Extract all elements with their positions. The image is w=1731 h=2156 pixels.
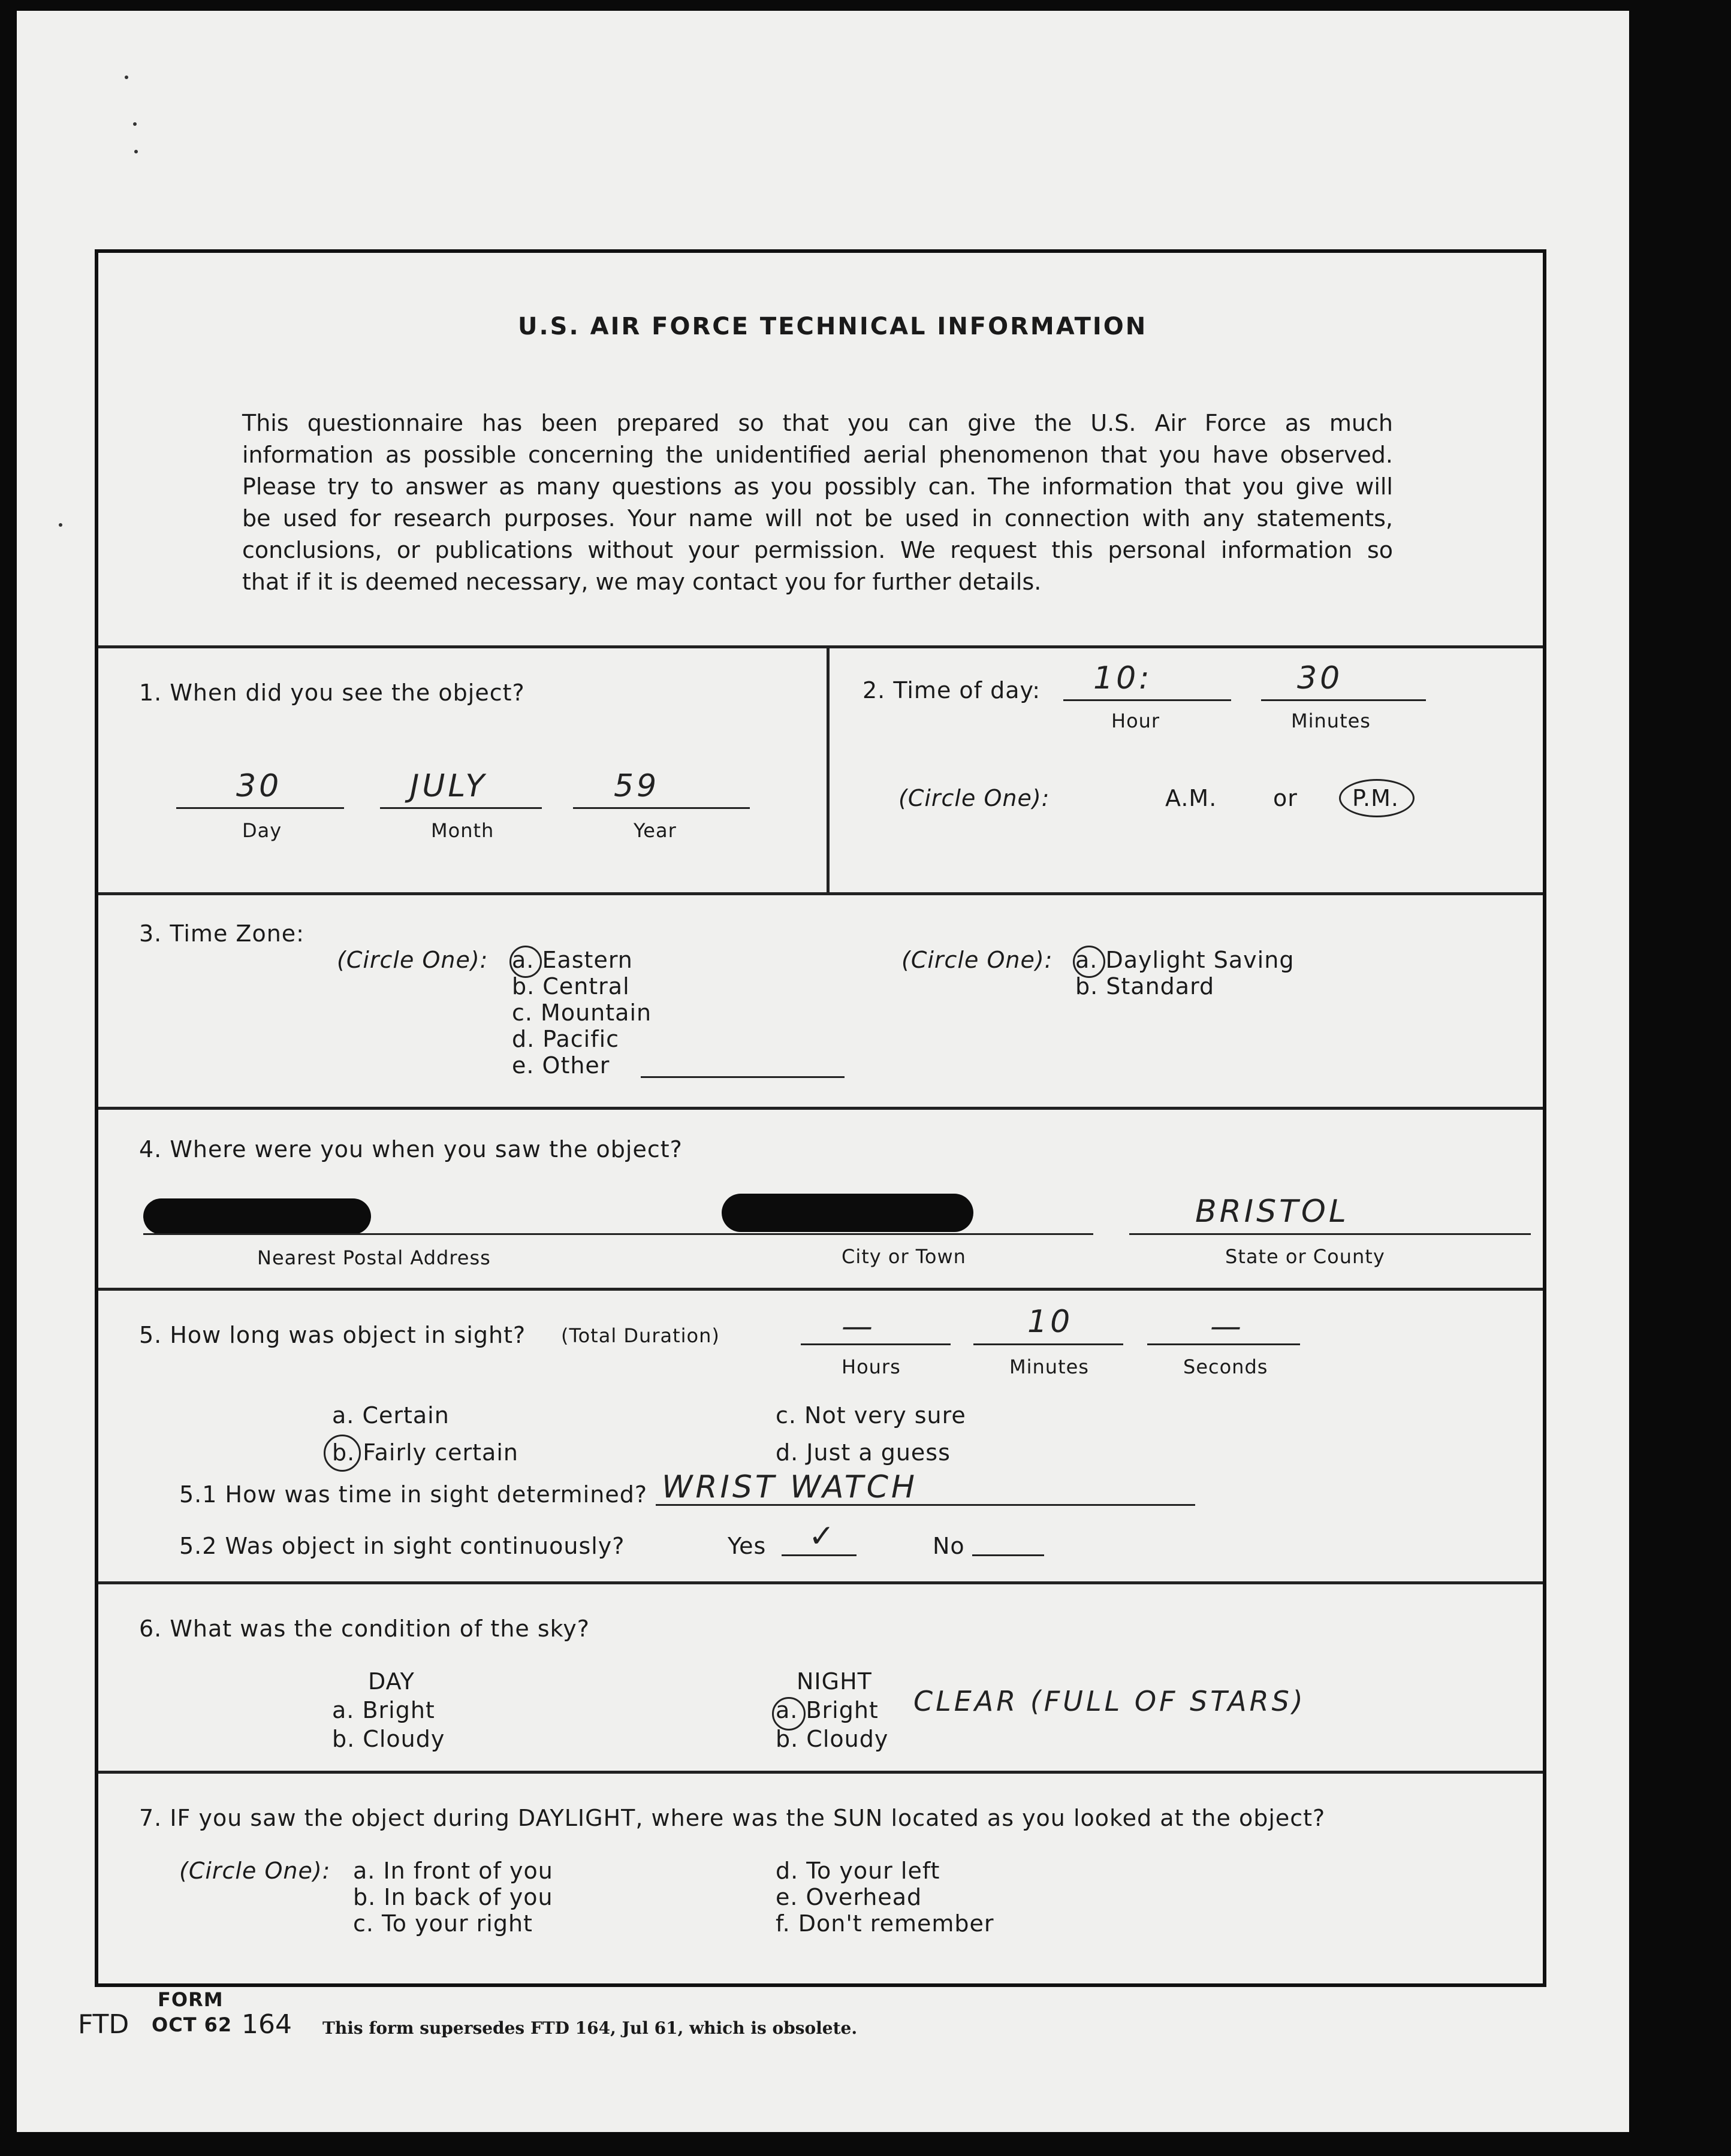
footer-ftd: FTD xyxy=(78,2009,129,2040)
section-sun-position xyxy=(98,1774,1543,1985)
zone-other[interactable]: e. Other xyxy=(512,1052,610,1079)
sun-to-right[interactable]: c. To your right xyxy=(353,1910,533,1937)
year-label: Year xyxy=(634,819,677,842)
section-date-time xyxy=(98,648,1543,895)
dust-speck xyxy=(59,523,62,527)
night-bright[interactable]: a. Bright xyxy=(776,1697,879,1723)
sun-to-left[interactable]: d. To your left xyxy=(776,1858,940,1884)
q5-question: 5. How long was object in sight? xyxy=(139,1322,526,1348)
state-value[interactable]: BRISTOL xyxy=(1195,1194,1349,1230)
fairly-certain-selection-circle xyxy=(324,1435,361,1472)
zone-pacific[interactable]: d. Pacific xyxy=(512,1026,620,1052)
sun-in-back[interactable]: b. In back of you xyxy=(353,1884,553,1910)
zone-central[interactable]: b. Central xyxy=(512,973,630,1000)
scanned-page xyxy=(17,11,1629,2132)
dust-speck xyxy=(125,76,128,79)
night-cloudy[interactable]: b. Cloudy xyxy=(776,1726,889,1752)
q5-1-line xyxy=(656,1504,1195,1506)
intro-line: be used for research purposes. Your name will not be used in connection with any statements, xyxy=(242,505,1393,532)
hours-line xyxy=(801,1343,951,1345)
sun-dont-remember[interactable]: f. Don't remember xyxy=(776,1910,994,1937)
day-bright[interactable]: a. Bright xyxy=(332,1697,435,1723)
form-title: U.S. AIR FORCE TECHNICAL INFORMATION xyxy=(518,313,1148,340)
seconds-line xyxy=(1147,1343,1300,1345)
header-section xyxy=(98,253,1543,648)
q5-2-question: 5.2 Was object in sight continuously? xyxy=(179,1533,625,1559)
intro-line: Please try to answer as many questions as you possibly can. The information that you give will xyxy=(242,473,1393,500)
q5-1-question: 5.1 How was time in sight determined? xyxy=(179,1481,647,1508)
hour-field-line xyxy=(1063,699,1231,701)
hour-label: Hour xyxy=(1111,709,1160,732)
no-line xyxy=(972,1554,1044,1556)
year-value[interactable]: 59 xyxy=(614,768,660,804)
no-label: No xyxy=(933,1533,965,1559)
redaction-mark xyxy=(722,1194,973,1232)
yes-check[interactable]: ✓ xyxy=(809,1518,838,1554)
night-note[interactable]: CLEAR (FULL OF STARS) xyxy=(913,1685,1306,1717)
q3-question: 3. Time Zone: xyxy=(139,920,304,947)
hour-value[interactable]: 10: xyxy=(1093,660,1153,696)
intro-line: This questionnaire has been prepared so that you can give the U.S. Air Force as much xyxy=(242,410,1393,436)
intro-line: that if it is deemed necessary, we may contact you for further details. xyxy=(242,569,1042,595)
yes-line xyxy=(782,1554,857,1556)
sun-in-front[interactable]: a. In front of you xyxy=(353,1858,553,1884)
q2-question: 2. Time of day: xyxy=(863,677,1041,703)
total-duration-note: (Total Duration) xyxy=(561,1324,720,1347)
intro-line: conclusions, or publications without your permission. We request this personal information so xyxy=(242,537,1393,563)
q1-question: 1. When did you see the object? xyxy=(139,680,525,706)
postal-address-line xyxy=(143,1233,713,1235)
year-field-line xyxy=(573,807,750,809)
other-zone-line xyxy=(641,1076,845,1078)
or-text: or xyxy=(1273,785,1298,811)
city-line xyxy=(692,1233,1093,1235)
zone-mountain[interactable]: c. Mountain xyxy=(512,1000,652,1026)
section-location xyxy=(98,1110,1543,1291)
footer-form-word: FORM xyxy=(158,1988,224,2011)
dust-speck xyxy=(134,150,138,153)
q4-question: 4. Where were you when you saw the object? xyxy=(139,1136,683,1162)
section-time-zone xyxy=(98,895,1543,1110)
minutes-duration-label: Minutes xyxy=(1009,1355,1089,1378)
section-duration xyxy=(98,1291,1543,1584)
questionnaire-form xyxy=(95,249,1546,1987)
state-label: State or County xyxy=(1225,1245,1385,1268)
q7-question: 7. IF you saw the object during DAYLIGHT, where was the SUN located as you looked at the object? xyxy=(139,1805,1326,1831)
q3-circle-one: (Circle One): xyxy=(337,947,488,973)
section-sky-condition xyxy=(98,1584,1543,1774)
q6-question: 6. What was the condition of the sky? xyxy=(139,1616,590,1642)
minutes-field-line xyxy=(1261,699,1426,701)
month-label: Month xyxy=(431,819,494,842)
redaction-mark xyxy=(143,1198,371,1234)
q5-1-answer[interactable]: WRIST WATCH xyxy=(662,1469,918,1505)
day-heading: DAY xyxy=(368,1668,415,1695)
minutes-duration-line xyxy=(973,1343,1123,1345)
seconds-label: Seconds xyxy=(1183,1355,1268,1378)
hours-value[interactable]: — xyxy=(842,1309,876,1345)
footer-form-number: 164 xyxy=(242,2009,292,2040)
q2-circle-one: (Circle One): xyxy=(898,785,1050,811)
certainty-fairly-certain[interactable]: b. Fairly certain xyxy=(332,1439,518,1466)
q7-circle-one: (Circle One): xyxy=(179,1858,331,1884)
month-field-line xyxy=(380,807,542,809)
intro-line: information as possible concerning the unidentified aerial phenomenon that you have observed. xyxy=(242,442,1393,468)
day-field-line xyxy=(176,807,344,809)
seconds-value[interactable]: — xyxy=(1210,1309,1244,1345)
standard-option[interactable]: b. Standard xyxy=(1075,973,1215,1000)
certainty-certain[interactable]: a. Certain xyxy=(332,1402,450,1429)
hours-label: Hours xyxy=(842,1355,901,1378)
minutes-value[interactable]: 10 xyxy=(1027,1304,1073,1340)
month-value[interactable]: JULY xyxy=(410,768,488,804)
pm-selection-circle xyxy=(1339,779,1415,817)
zone-eastern[interactable]: a. Eastern xyxy=(512,947,633,973)
footer-supersedes-note: This form supersedes FTD 164, Jul 61, which is obsolete. xyxy=(322,2018,858,2038)
city-label: City or Town xyxy=(842,1245,966,1268)
daylight-saving-option[interactable]: a. Daylight Saving xyxy=(1075,947,1295,973)
state-line xyxy=(1129,1233,1531,1235)
intro-paragraph xyxy=(242,407,1393,598)
minutes-value[interactable]: 30 xyxy=(1297,660,1343,696)
yes-label: Yes xyxy=(728,1533,767,1559)
footer-date-code: OCT 62 xyxy=(152,2013,233,2036)
day-label: Day xyxy=(242,819,282,842)
minutes-label: Minutes xyxy=(1291,709,1371,732)
day-value[interactable]: 30 xyxy=(236,768,282,804)
sun-overhead[interactable]: e. Overhead xyxy=(776,1884,922,1910)
section-divider xyxy=(827,648,830,892)
dust-speck xyxy=(133,122,137,126)
am-option[interactable]: A.M. xyxy=(1165,785,1217,811)
postal-address-label: Nearest Postal Address xyxy=(257,1246,491,1269)
certainty-not-very-sure[interactable]: c. Not very sure xyxy=(776,1402,966,1429)
certainty-just-a-guess[interactable]: d. Just a guess xyxy=(776,1439,951,1466)
day-cloudy[interactable]: b. Cloudy xyxy=(332,1726,445,1752)
pm-option[interactable]: P.M. xyxy=(1352,785,1399,811)
night-heading: NIGHT xyxy=(797,1668,872,1695)
q3-circle-one-2: (Circle One): xyxy=(901,947,1053,973)
